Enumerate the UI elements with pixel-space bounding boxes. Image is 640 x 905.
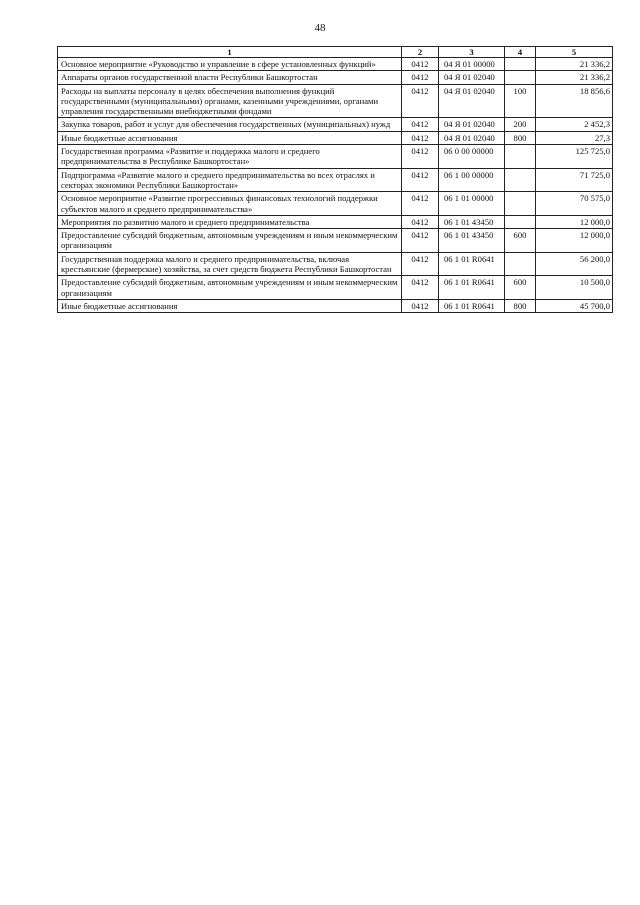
table-row — [58, 192, 613, 216]
row-name: Государственная поддержка малого и среднего предпринимательства, включая крестьянские (фермерские) хозяйства, за счет средств бюджета Республики Башкортостан — [58, 252, 402, 276]
row-type: 200 — [505, 118, 536, 131]
row-code: 06 1 01 R0641 — [439, 276, 505, 300]
row-section: 0412 — [402, 58, 439, 71]
row-section: 0412 — [402, 229, 439, 253]
row-code: 06 0 00 00000 — [439, 145, 505, 169]
row-name: Закупка товаров, работ и услуг для обеспечения государственных (муниципальных) нужд — [58, 118, 402, 131]
row-section: 0412 — [402, 118, 439, 131]
row-type: 800 — [505, 299, 536, 312]
table-row — [58, 168, 613, 192]
row-name: Предоставление субсидий бюджетным, автономным учреждениям и иным некоммерческим организациям — [58, 276, 402, 300]
row-section: 0412 — [402, 131, 439, 144]
row-code: 06 1 01 43450 — [439, 229, 505, 253]
row-amount: 27,3 — [536, 131, 613, 144]
row-type — [505, 252, 536, 276]
header-row — [58, 47, 613, 58]
row-name: Основное мероприятие «Развитие прогрессивных финансовых технологий поддержки субъектов малого и среднего предпринимательства» — [58, 192, 402, 216]
header-col-4: 4 — [505, 47, 536, 58]
row-section: 0412 — [402, 168, 439, 192]
row-code: 04 Я 01 00000 — [439, 58, 505, 71]
row-code: 04 Я 01 02040 — [439, 84, 505, 118]
table-body — [58, 58, 613, 313]
header-col-1: 1 — [58, 47, 402, 58]
row-type: 600 — [505, 229, 536, 253]
row-code: 04 Я 01 02040 — [439, 71, 505, 84]
table-row — [58, 145, 613, 169]
row-name: Иные бюджетные ассигнования — [58, 299, 402, 312]
row-section: 0412 — [402, 84, 439, 118]
row-name: Аппараты органов государственной власти Республики Башкортостан — [58, 71, 402, 84]
row-amount: 18 856,6 — [536, 84, 613, 118]
row-section: 0412 — [402, 145, 439, 169]
row-code: 04 Я 01 02040 — [439, 131, 505, 144]
row-code: 06 1 01 R0641 — [439, 299, 505, 312]
row-code: 06 1 01 00000 — [439, 192, 505, 216]
row-name: Предоставление субсидий бюджетным, автономным учреждениям и иным некоммерческим организациям — [58, 229, 402, 253]
row-type — [505, 215, 536, 228]
row-section: 0412 — [402, 215, 439, 228]
table-row — [58, 276, 613, 300]
row-section: 0412 — [402, 192, 439, 216]
row-type: 800 — [505, 131, 536, 144]
table-row — [58, 215, 613, 228]
row-amount: 71 725,0 — [536, 168, 613, 192]
table-row — [58, 229, 613, 253]
row-name: Мероприятия по развитию малого и среднего предпринимательства — [58, 215, 402, 228]
row-amount: 12 000,0 — [536, 229, 613, 253]
row-code: 06 1 01 R0641 — [439, 252, 505, 276]
row-amount: 10 500,0 — [536, 276, 613, 300]
row-amount: 45 700,0 — [536, 299, 613, 312]
row-amount: 12 000,0 — [536, 215, 613, 228]
row-type: 600 — [505, 276, 536, 300]
budget-table — [57, 46, 613, 313]
row-type — [505, 168, 536, 192]
row-name: Расходы на выплаты персоналу в целях обеспечения выполнения функций государственными (муниципальными) органами, казенными учреждениями, органами управления государственными внебюджетными фондами — [58, 84, 402, 118]
table-row — [58, 58, 613, 71]
row-amount: 2 452,3 — [536, 118, 613, 131]
header-col-3: 3 — [439, 47, 505, 58]
row-code: 06 1 01 43450 — [439, 215, 505, 228]
header-col-2: 2 — [402, 47, 439, 58]
table-header — [58, 47, 613, 58]
table-row — [58, 252, 613, 276]
row-type — [505, 145, 536, 169]
row-type: 100 — [505, 84, 536, 118]
table-row — [58, 131, 613, 144]
row-code: 06 1 00 00000 — [439, 168, 505, 192]
row-amount: 21 336,2 — [536, 71, 613, 84]
row-amount: 21 336,2 — [536, 58, 613, 71]
row-code: 04 Я 01 02040 — [439, 118, 505, 131]
row-section: 0412 — [402, 252, 439, 276]
row-section: 0412 — [402, 71, 439, 84]
row-amount: 125 725,0 — [536, 145, 613, 169]
row-type — [505, 192, 536, 216]
table-row — [58, 118, 613, 131]
row-name: Основное мероприятие «Руководство и управление в сфере установленных функций» — [58, 58, 402, 71]
row-type — [505, 71, 536, 84]
row-type — [505, 58, 536, 71]
row-name: Подпрограмма «Развитие малого и среднего предпринимательства во всех отраслях и секторах экономики Республики Башкортостан» — [58, 168, 402, 192]
row-amount: 56 200,0 — [536, 252, 613, 276]
row-section: 0412 — [402, 276, 439, 300]
table-row — [58, 299, 613, 312]
row-section: 0412 — [402, 299, 439, 312]
row-name: Государственная программа «Развитие и поддержка малого и среднего предпринимательства в Республике Башкортостан» — [58, 145, 402, 169]
row-name: Иные бюджетные ассигнования — [58, 131, 402, 144]
table-row — [58, 71, 613, 84]
table-row — [58, 84, 613, 118]
row-amount: 70 575,0 — [536, 192, 613, 216]
header-col-5: 5 — [536, 47, 613, 58]
page-number: 48 — [314, 22, 326, 34]
